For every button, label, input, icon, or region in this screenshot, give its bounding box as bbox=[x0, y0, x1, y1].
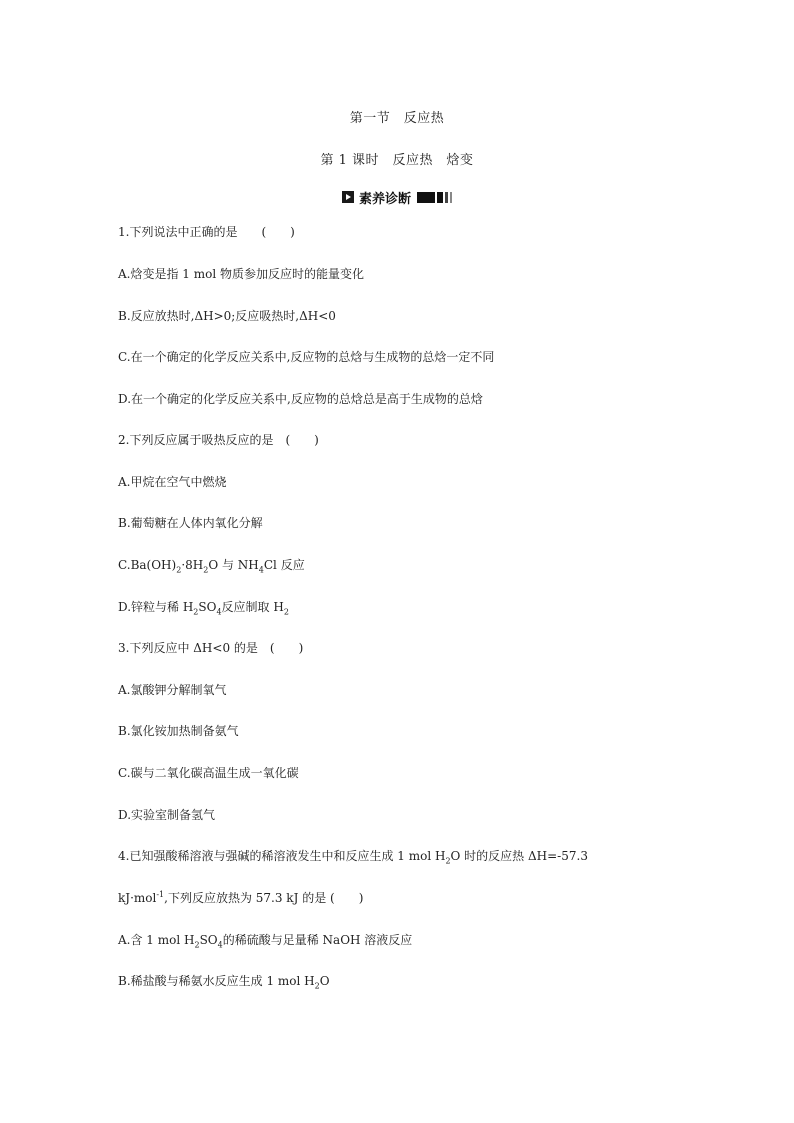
question-1-option-b: B.反应放热时,ΔH>0;反应吸热时,ΔH<0 bbox=[118, 309, 336, 323]
question-2: 2.下列反应属于吸热反应的是 ( ) bbox=[118, 433, 319, 447]
question-3: 3.下列反应中 ΔH<0 的是 ( ) bbox=[118, 641, 304, 655]
section-title: 第一节 反应热 bbox=[349, 111, 445, 126]
play-icon bbox=[342, 191, 354, 203]
question-4-line-1: 4.已知强酸稀溶液与强碱的稀溶液发生中和反应生成 1 mol $H_2O$ 时的反应热 ΔH=-57.3 bbox=[118, 849, 588, 866]
question-3-option-b: B.氯化铵加热制备氨气 bbox=[118, 724, 239, 738]
question-4-option-b: B.稀盐酸与稀氨水反应生成 1 mol $H_2O$ bbox=[118, 974, 330, 991]
question-1-option-c: C.在一个确定的化学反应关系中,反应物的总焓与生成物的总焓一定不同 bbox=[118, 350, 495, 364]
question-2-option-b: B.葡萄糖在人体内氧化分解 bbox=[118, 516, 263, 530]
lesson-title: 第 1 课时 反应热 焓变 bbox=[320, 153, 474, 168]
question-1-option-d: D.在一个确定的化学反应关系中,反应物的总焓总是高于生成物的总焓 bbox=[118, 392, 483, 406]
question-3-option-c: C.碳与二氧化碳高温生成一氧化碳 bbox=[118, 766, 299, 780]
section-banner bbox=[0, 188, 794, 206]
question-4-option-a: A.含 1 mol $H_2SO_4$的稀硫酸与足量稀 NaOH 溶液反应 bbox=[118, 933, 413, 950]
question-4-line-2: kJ·mol$^{-1}$,下列反应放热为 57.3 kJ 的是 ( ) bbox=[118, 890, 364, 905]
question-3-option-d: D.实验室制备氢气 bbox=[118, 808, 216, 822]
question-1-option-a: A.焓变是指 1 mol 物质参加反应时的能量变化 bbox=[118, 267, 365, 281]
question-1: 1.下列说法中正确的是 ( ) bbox=[118, 225, 295, 239]
banner-label: 素养诊断 bbox=[358, 191, 411, 207]
question-2-option-d: D.锌粒与稀 $H_2SO_4$反应制取 $H_2$ bbox=[118, 600, 289, 617]
question-2-option-c: $C.Ba(OH)_2\cdot 8H_2O$ 与 $NH_4Cl$ 反应 bbox=[118, 558, 305, 575]
question-2-option-a: A.甲烷在空气中燃烧 bbox=[118, 475, 227, 489]
decorative-bars-icon bbox=[417, 192, 452, 203]
question-3-option-a: A.氯酸钾分解制氧气 bbox=[118, 683, 227, 697]
